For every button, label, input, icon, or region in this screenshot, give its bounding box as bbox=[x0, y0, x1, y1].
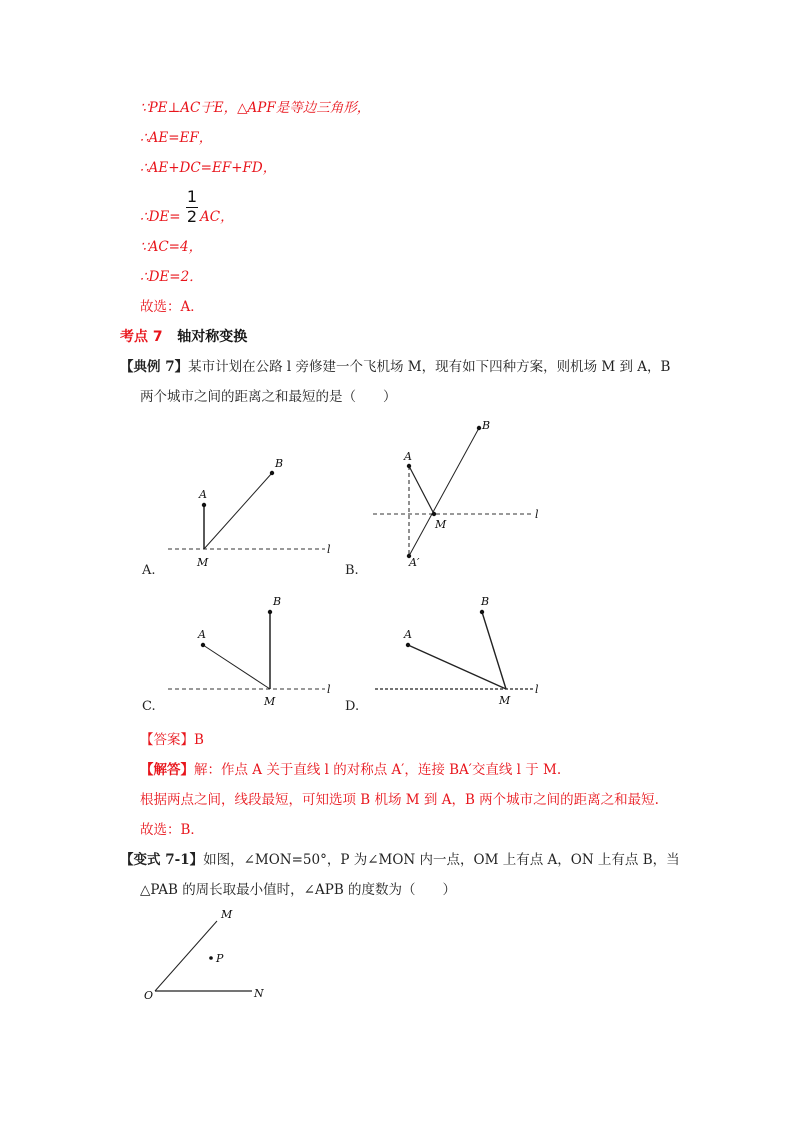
variant-label-p: P bbox=[216, 952, 224, 965]
figure-c bbox=[130, 590, 350, 705]
fig-c-label-l: l bbox=[327, 683, 331, 696]
variant-line-1 bbox=[120, 850, 680, 870]
fig-d-label-a: A bbox=[404, 628, 412, 641]
solution-line-4-post: AC， bbox=[200, 209, 234, 225]
section-title: 轴对称变换 bbox=[177, 329, 248, 345]
variant-line-2: △PAB 的周长取最小值时，∠APB 的度数为（ ） bbox=[140, 882, 457, 898]
explain-line-1 bbox=[140, 760, 561, 780]
variant-text-1: 如图，∠MON=50°，P 为∠MON 内一点，OM 上有点 A，ON 上有点 B，当 bbox=[203, 852, 680, 868]
fig-a-label-a: A bbox=[199, 488, 207, 501]
fig-d-label-l: l bbox=[535, 683, 539, 696]
variant-label: 【变式 7-1】 bbox=[120, 852, 204, 868]
solution-line-6: ∴DE=2． bbox=[140, 269, 203, 285]
example-line-2: 两个城市之间的距离之和最短的是（ ） bbox=[140, 389, 397, 405]
explain-line-3: 故选：B． bbox=[140, 822, 204, 838]
section-heading bbox=[120, 327, 247, 347]
fig-b-label-l: l bbox=[535, 508, 539, 521]
option-c-label: C. bbox=[142, 699, 156, 714]
explain-label: 【解答】 bbox=[140, 762, 194, 778]
fig-c-label-b: B bbox=[273, 595, 282, 608]
fig-c-label-a: A bbox=[198, 628, 206, 641]
variant-label-n: N bbox=[254, 987, 264, 1000]
solution-line-2: ∴AE=EF， bbox=[140, 130, 213, 146]
option-a-label: A. bbox=[142, 563, 156, 578]
answer-value: B bbox=[194, 732, 204, 748]
solution-line-4-pre: ∴DE= bbox=[140, 209, 181, 225]
option-b-label: B. bbox=[345, 563, 359, 578]
solution-line-1: ∵PE⊥AC于E，△APF是等边三角形， bbox=[140, 100, 371, 116]
answer-label: 【答案】 bbox=[140, 732, 194, 748]
variant-label-o: O bbox=[144, 989, 154, 1002]
example-label: 【典例 7】 bbox=[120, 359, 189, 375]
example-line-1 bbox=[120, 357, 670, 377]
solution-line-7: 故选：A． bbox=[140, 299, 204, 315]
answer-line bbox=[140, 730, 204, 750]
variant-label-m: M bbox=[221, 908, 233, 921]
example-text-1: 某市计划在公路 l 旁修建一个飞机场 M，现有如下四种方案，则机场 M 到 A，B bbox=[188, 359, 671, 375]
fig-a-label-b: B bbox=[275, 457, 284, 470]
figure-d bbox=[365, 590, 555, 705]
fig-a-label-l: l bbox=[327, 543, 331, 556]
figure-a bbox=[130, 445, 350, 580]
fraction-numerator: 1 bbox=[186, 187, 198, 206]
figure-b bbox=[365, 410, 555, 580]
option-d-label: D. bbox=[345, 699, 360, 714]
fraction-denominator: 2 bbox=[186, 207, 198, 226]
section-number: 考点 7 bbox=[120, 329, 163, 345]
explain-line-2: 根据两点之间，线段最短，可知选项 B 机场 M 到 A，B 两个城市之间的距离之和最短. bbox=[140, 792, 659, 808]
fig-d-label-b: B bbox=[481, 595, 490, 608]
solution-line-3: ∴AE+DC=EF+FD， bbox=[140, 160, 277, 176]
solution-line-5: ∵AC=4， bbox=[140, 239, 203, 255]
variant-figure bbox=[135, 900, 285, 1010]
fig-d-label-m: M bbox=[499, 694, 511, 705]
fig-b-label-a-prime: A′ bbox=[409, 556, 420, 569]
explain-text-1: 解：作点 A 关于直线 l 的对称点 A′，连接 BA′交直线 l 于 M. bbox=[194, 762, 562, 778]
fig-c-label-m: M bbox=[264, 695, 276, 705]
fig-b-label-a: A bbox=[404, 450, 412, 463]
fig-b-label-m: M bbox=[435, 518, 447, 531]
fig-b-label-b: B bbox=[482, 419, 491, 432]
fig-a-label-m: M bbox=[197, 556, 209, 569]
